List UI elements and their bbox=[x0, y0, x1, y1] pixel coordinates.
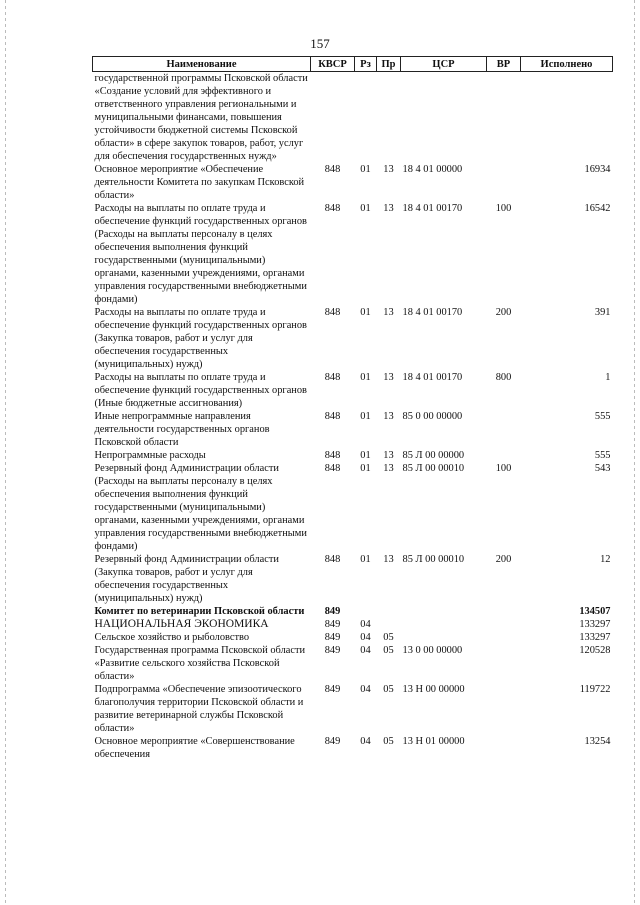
table-row bbox=[93, 306, 613, 371]
cell-pr: 05 bbox=[383, 632, 394, 643]
cell-amount: 134507 bbox=[579, 606, 611, 617]
table-row bbox=[93, 163, 613, 202]
cell-rz bbox=[355, 72, 377, 164]
cell-amount: 120528 bbox=[579, 645, 611, 656]
cell-kvsr: 848 bbox=[324, 463, 341, 474]
cell-csr: 13 Н 01 00000 bbox=[402, 736, 465, 747]
cell-rz: 04 bbox=[360, 619, 371, 630]
cell-kvsr: 848 bbox=[324, 372, 341, 383]
cell-vr bbox=[487, 735, 521, 761]
cell-pr: 13 bbox=[383, 450, 394, 461]
cell-kvsr: 849 bbox=[324, 736, 341, 747]
cell-amount bbox=[521, 72, 613, 164]
table-row bbox=[93, 371, 613, 410]
cell-rz: 04 bbox=[360, 645, 371, 656]
cell-vr bbox=[487, 644, 521, 683]
cell-csr: 85 0 00 00000 bbox=[402, 411, 463, 422]
cell-name: Расходы на выплаты по оплате труда и обеспечение функций государственных органов (Расходы на выплаты персоналу в целях обеспечения выполнения функций государственными (муниципальными) органами, казенными учреждениями, органами управления государственными внебюджетными фондами) bbox=[94, 203, 307, 305]
cell-kvsr: 848 bbox=[324, 554, 341, 565]
cell-pr: 05 bbox=[383, 645, 394, 656]
table-row bbox=[93, 631, 613, 644]
cell-rz: 01 bbox=[360, 554, 371, 565]
cell-name: Государственная программа Псковской области «Развитие сельского хозяйства Псковской области» bbox=[94, 645, 306, 682]
cell-pr: 13 bbox=[383, 463, 394, 474]
cell-pr bbox=[377, 605, 401, 618]
cell-vr bbox=[487, 605, 521, 618]
cell-pr bbox=[377, 618, 401, 631]
cell-vr: 200 bbox=[495, 554, 512, 565]
table-header-row bbox=[93, 57, 613, 72]
cell-vr: 200 bbox=[495, 307, 512, 318]
header-vr: ВР bbox=[487, 57, 521, 72]
table-row bbox=[93, 72, 613, 164]
header-csr: ЦСР bbox=[401, 57, 487, 72]
cell-name: Сельское хозяйство и рыболовство bbox=[94, 632, 250, 643]
cell-pr: 13 bbox=[383, 411, 394, 422]
cell-kvsr: 849 bbox=[324, 606, 341, 617]
cell-rz: 01 bbox=[360, 203, 371, 214]
budget-table bbox=[92, 56, 613, 761]
cell-amount: 16542 bbox=[584, 203, 611, 214]
cell-csr: 18 4 01 00170 bbox=[402, 203, 463, 214]
header-pr: Пр bbox=[377, 57, 401, 72]
cell-kvsr: 848 bbox=[324, 203, 341, 214]
cell-rz bbox=[355, 605, 377, 618]
cell-amount: 555 bbox=[594, 450, 611, 461]
cell-rz: 04 bbox=[360, 684, 371, 695]
scan-edge-right bbox=[634, 0, 635, 905]
cell-vr bbox=[487, 683, 521, 735]
cell-rz: 01 bbox=[360, 463, 371, 474]
cell-csr bbox=[401, 72, 487, 164]
cell-name: государственной программы Псковской области «Создание условий для эффективного и ответственного управления региональными и муниципальными финансами, повышения устойчивости бюджетной системы Псковской области» в сфере закупок товаров, работ, услуг для обеспечения государственных нужд» bbox=[94, 73, 308, 162]
table-row bbox=[93, 449, 613, 462]
cell-amount: 133297 bbox=[579, 619, 611, 630]
header-amount: Исполнено bbox=[521, 57, 613, 72]
cell-csr: 18 4 01 00000 bbox=[402, 164, 463, 175]
cell-name: Резервный фонд Администрации области (Закупка товаров, работ и услуг для обеспечения государственных (муниципальных) нужд) bbox=[94, 554, 279, 604]
table-row bbox=[93, 462, 613, 553]
cell-csr: 85 Л 00 00000 bbox=[402, 450, 465, 461]
cell-kvsr: 849 bbox=[324, 684, 341, 695]
table-row-section bbox=[93, 618, 613, 631]
cell-amount: 119722 bbox=[579, 684, 611, 695]
cell-vr: 100 bbox=[495, 463, 512, 474]
cell-pr: 05 bbox=[383, 736, 394, 747]
table-row bbox=[93, 553, 613, 605]
cell-name: Основное мероприятие «Обеспечение деятельности Комитета по закупкам Псковской области» bbox=[94, 164, 305, 201]
cell-pr: 13 bbox=[383, 554, 394, 565]
cell-amount: 13254 bbox=[584, 736, 611, 747]
cell-vr: 100 bbox=[495, 203, 512, 214]
cell-pr: 13 bbox=[383, 372, 394, 383]
cell-pr: 05 bbox=[383, 684, 394, 695]
cell-kvsr: 848 bbox=[324, 450, 341, 461]
cell-csr bbox=[401, 605, 487, 618]
cell-name: Непрограммные расходы bbox=[94, 450, 206, 461]
cell-rz: 04 bbox=[360, 632, 371, 643]
cell-csr: 13 Н 00 00000 bbox=[402, 684, 465, 695]
table-row bbox=[93, 202, 613, 306]
cell-kvsr bbox=[311, 72, 355, 164]
cell-csr: 85 Л 00 00010 bbox=[402, 463, 465, 474]
cell-vr bbox=[487, 410, 521, 449]
cell-amount: 12 bbox=[600, 554, 611, 565]
cell-rz: 04 bbox=[360, 736, 371, 747]
cell-amount: 133297 bbox=[579, 632, 611, 643]
cell-name: Расходы на выплаты по оплате труда и обеспечение функций государственных органов (Закупка товаров, работ и услуг для обеспечения государственных (муниципальных) нужд) bbox=[94, 307, 307, 370]
cell-amount: 543 bbox=[594, 463, 611, 474]
cell-vr: 800 bbox=[495, 372, 512, 383]
cell-rz: 01 bbox=[360, 372, 371, 383]
cell-name: Основное мероприятие «Совершенствование обеспечения bbox=[94, 736, 295, 760]
cell-kvsr: 849 bbox=[324, 632, 341, 643]
cell-amount: 16934 bbox=[584, 164, 611, 175]
table-row bbox=[93, 683, 613, 735]
cell-kvsr: 848 bbox=[324, 164, 341, 175]
cell-csr: 13 0 00 00000 bbox=[402, 645, 463, 656]
page-number: 157 bbox=[310, 36, 330, 51]
cell-csr bbox=[401, 618, 487, 631]
cell-name: Подпрограмма «Обеспечение эпизоотического благополучия территории Псковской области и развитие ветеринарной службы Псковской области» bbox=[94, 684, 304, 734]
cell-csr bbox=[401, 631, 487, 644]
cell-rz: 01 bbox=[360, 450, 371, 461]
cell-amount: 1 bbox=[605, 372, 611, 383]
table-row bbox=[93, 410, 613, 449]
cell-kvsr: 848 bbox=[324, 307, 341, 318]
header-name: Наименование bbox=[93, 57, 311, 72]
cell-csr: 18 4 01 00170 bbox=[402, 307, 463, 318]
cell-name: НАЦИОНАЛЬНАЯ ЭКОНОМИКА bbox=[94, 618, 269, 630]
cell-vr bbox=[487, 163, 521, 202]
cell-vr bbox=[487, 72, 521, 164]
cell-rz: 01 bbox=[360, 411, 371, 422]
scan-edge-left bbox=[5, 0, 6, 905]
cell-name: Иные непрограммные направления деятельности государственных органов Псковской области bbox=[94, 411, 270, 448]
cell-vr bbox=[487, 618, 521, 631]
table-row bbox=[93, 735, 613, 761]
table-row-department bbox=[93, 605, 613, 618]
header-rz: Рз bbox=[355, 57, 377, 72]
cell-rz: 01 bbox=[360, 164, 371, 175]
header-kvsr: КВСР bbox=[311, 57, 355, 72]
cell-vr bbox=[487, 449, 521, 462]
cell-amount: 391 bbox=[594, 307, 611, 318]
cell-kvsr: 849 bbox=[324, 619, 341, 630]
table-row bbox=[93, 644, 613, 683]
cell-csr: 18 4 01 00170 bbox=[402, 372, 463, 383]
cell-name: Комитет по ветеринарии Псковской области bbox=[94, 606, 305, 617]
cell-csr: 85 Л 00 00010 bbox=[402, 554, 465, 565]
cell-pr bbox=[377, 72, 401, 164]
cell-pr: 13 bbox=[383, 203, 394, 214]
cell-rz: 01 bbox=[360, 307, 371, 318]
cell-name: Резервный фонд Администрации области (Расходы на выплаты персоналу в целях обеспечения выполнения функций государственными (муниципальными) органами, казенными учреждениями, органами управления государственными внебюджетными фондами) bbox=[94, 463, 307, 552]
cell-pr: 13 bbox=[383, 307, 394, 318]
cell-kvsr: 848 bbox=[324, 411, 341, 422]
cell-kvsr: 849 bbox=[324, 645, 341, 656]
cell-amount: 555 bbox=[594, 411, 611, 422]
cell-vr bbox=[487, 631, 521, 644]
cell-pr: 13 bbox=[383, 164, 394, 175]
cell-name: Расходы на выплаты по оплате труда и обеспечение функций государственных органов (Иные бюджетные ассигнования) bbox=[94, 372, 307, 409]
